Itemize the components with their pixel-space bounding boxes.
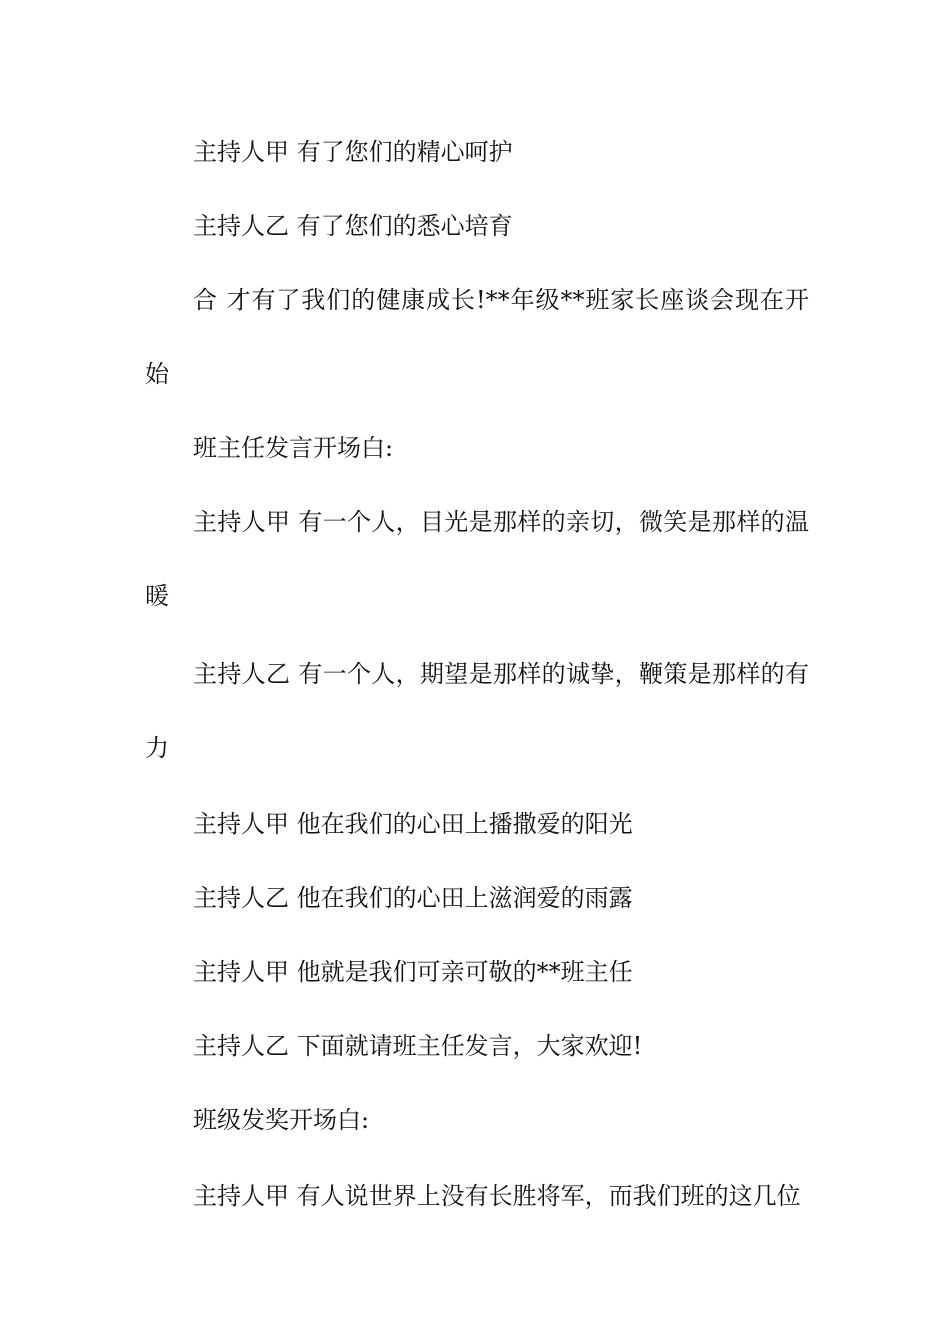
paragraph-host-a-champions: 主持人甲 有人说世界上没有长胜将军，而我们班的这几位: [193, 1182, 801, 1210]
paragraph-host-b-dew: 主持人乙 他在我们的心田上滋润爱的雨露: [193, 884, 633, 912]
paragraph-teacher-speech-heading: 班主任发言开场白:: [193, 434, 394, 462]
paragraph-award-heading: 班级发奖开场白:: [193, 1106, 370, 1134]
paragraph-host-a-sunshine: 主持人甲 他在我们的心田上播撒爱的阳光: [193, 810, 633, 838]
paragraph-host-b-nurture: 主持人乙 有了您们的悉心培育: [193, 212, 513, 240]
paragraph-host-b-encourage: 主持人乙 有一个人，期望是那样的诚挚，鞭策是那样的有力: [145, 660, 809, 762]
paragraph-together-opening: 合 才有了我们的健康成长!**年级**班家长座谈会现在开始: [145, 286, 809, 388]
paragraph-host-a-care: 主持人甲 有了您们的精心呵护: [193, 138, 513, 166]
paragraph-host-b-welcome: 主持人乙 下面就请班主任发言，大家欢迎!: [193, 1032, 643, 1060]
paragraph-host-a-teacher: 主持人甲 他就是我们可亲可敬的**班主任: [193, 958, 633, 986]
paragraph-host-a-warmth: 主持人甲 有一个人，目光是那样的亲切，微笑是那样的温暖: [145, 508, 809, 610]
